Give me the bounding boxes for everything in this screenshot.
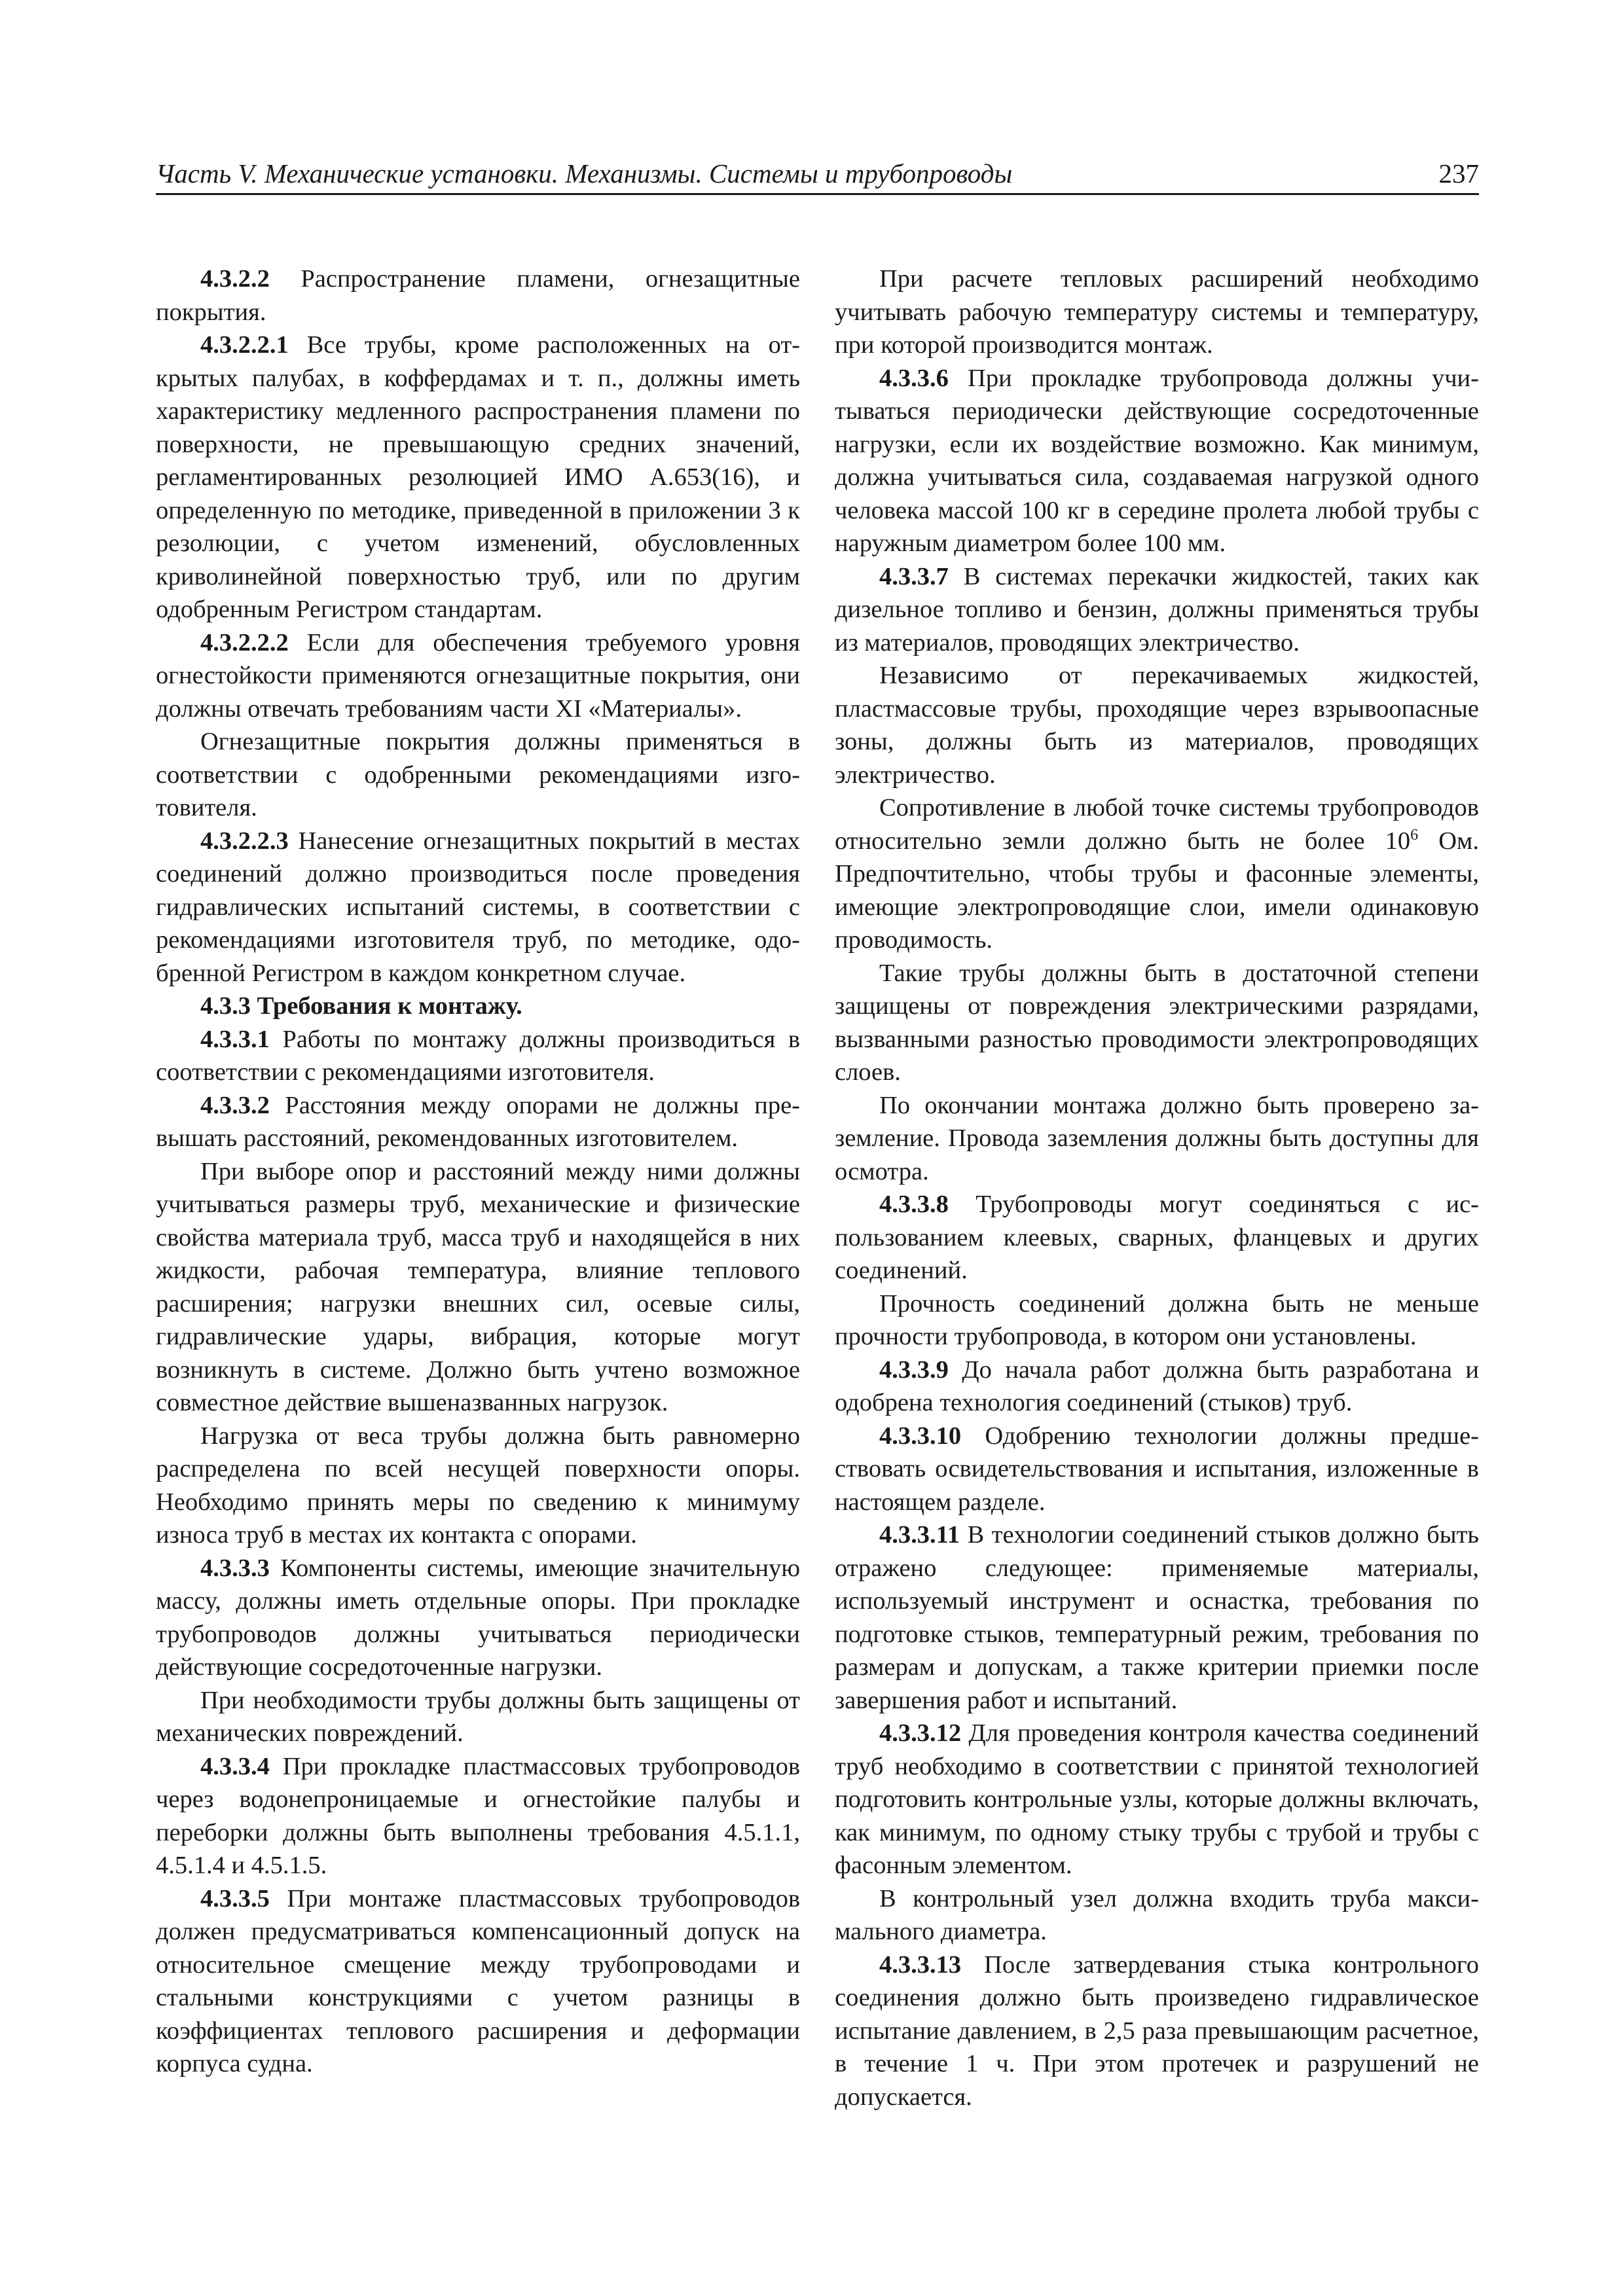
paragraph [835, 362, 1479, 560]
paragraph [156, 825, 800, 990]
paragraph-text: При монтаже пластмассовых трубопроводов должен предусматриваться компенсационный допуск на относительное смещение между трубопроводами и стальными конструкциями с учетом разницы в коэффициентах теплового расширения и деформации корпуса судна. [156, 1884, 800, 2077]
clause-number: 4.3.2.2.3 [200, 827, 289, 855]
paragraph-text: Огнезащитные покрытия должны применяться в соответствии с одобренными рекомендациями изготовителя. [156, 728, 800, 821]
paragraph [835, 791, 1479, 957]
paragraph-text: Расстояния между опорами не должны превышать расстояний, рекомендованных изготовителем. [156, 1091, 800, 1152]
paragraph [835, 560, 1479, 660]
superscript-exponent: 6 [1410, 826, 1419, 844]
running-header-title: Часть V. Механические установки. Механизмы. Системы и трубопроводы [156, 158, 1013, 188]
paragraph [156, 725, 800, 825]
paragraph-text: Все трубы, кроме расположенных на открытых палубах, в коффердамах и т. п., должны иметь характеристику медленного распространения пламени по поверхности, не превышающую средних значений, регламентированных резолюцией ИМО А.653(16), и определенную по методике, приведенной в приложении 3 к резолюции, с учетом изменений, обусловленных криволинейной поверхностью труб, или по другим одобренным Регистром стандартам. [156, 331, 800, 623]
clause-number: 4.3.3.9 [879, 1355, 949, 1384]
paragraph-text: В контрольный узел должна входить труба максимального диаметра. [835, 1884, 1479, 1945]
paragraph [835, 1420, 1479, 1519]
header-rule [156, 193, 1479, 195]
paragraph [156, 1882, 800, 2081]
paragraph [835, 1882, 1479, 1948]
right-column [835, 262, 1479, 2113]
paragraph [156, 1684, 800, 1750]
clause-number: 4.3.3.2 [200, 1091, 270, 1119]
paragraph-text: Одобрению технологии должны предшествовать освидетельствования и испытания, изложенные в настоящем разделе. [835, 1422, 1479, 1516]
paragraph [156, 329, 800, 626]
paragraph [835, 1717, 1479, 1882]
clause-number: 4.3.2.2.1 [200, 331, 289, 359]
clause-number: 4.3.3.11 [879, 1521, 960, 1549]
clause-number: 4.3.3.10 [879, 1422, 962, 1450]
clause-number: 4.3.3.12 [879, 1719, 962, 1747]
paragraph-text: При прокладке трубопровода должны учитываться периодически действующие сосредоточенные нагрузки, если их воздействие возможно. Как минимум, должна учитываться сила, создаваемая нагрузкой одного человека массой 100 кг в середине пролета любой трубы с наружным диаметром более 100 мм. [835, 364, 1479, 557]
paragraph [835, 659, 1479, 791]
page-number: 237 [1438, 158, 1479, 188]
paragraph [835, 1089, 1479, 1189]
paragraph-text: По окончании монтажа должно быть проверено заземление. Провода заземления должны быть доступны для осмотра. [835, 1091, 1479, 1185]
paragraph-text: Сопротивление в любой точке системы трубопроводов относительно земли должно быть не более [835, 794, 1479, 855]
paragraph-text: 10 [1364, 827, 1411, 855]
paragraph-text: Нагрузка от веса трубы должна быть равномерно распределена по всей несущей поверхности опоры. Необходимо принять меры по сведению к минимуму износа труб в местах их контакта с опорами. [156, 1422, 800, 1549]
paragraph-text: Для проведения контроля качества соединений труб необходимо в соответствии с принятой технологией подготовить контрольные узлы, которые должны включать, как минимум, по одному стыку трубы с трубой и трубы с фасонным элементом. [835, 1719, 1479, 1879]
paragraph [835, 1354, 1479, 1420]
paragraph-text: При выборе опор и расстояний между ними должны учитываться размеры труб, механические и физические свойства материала труб, масса труб и находящейся в них жидкости, рабочая температура, влияние теплового расширения; нагрузки внешних сил, осевые силы, гидравлические удары, вибрация, которые могут возникнуть в системе. Должно быть учтено возможное совместное действие вышеназванных нагрузок. [156, 1157, 800, 1416]
paragraph [156, 262, 800, 329]
paragraph [156, 1023, 800, 1089]
section-heading [156, 990, 800, 1023]
paragraph [156, 1420, 800, 1552]
clause-number: 4.3.3.7 [879, 562, 949, 590]
paragraph [156, 1089, 800, 1155]
clause-number: 4.3.3.3 [200, 1554, 270, 1582]
clause-number: 4.3.2.2 [200, 265, 270, 293]
paragraph [835, 262, 1479, 362]
clause-number: 4.3.2.2.2 [200, 628, 289, 656]
clause-number: 4.3.3.8 [879, 1191, 949, 1218]
paragraph [835, 1287, 1479, 1354]
paragraph-text: Ом. Предпочтительно, чтобы трубы и фасонные элементы, имеющие электропроводящие слои, имели одинаковую проводимость. [835, 827, 1479, 954]
paragraph-text: Такие трубы должны быть в достаточной степени защищены от повреждения электрическими разрядами, вызванными разностью проводимости электропроводящих слоев. [835, 959, 1479, 1086]
paragraph [156, 626, 800, 726]
paragraph [835, 1948, 1479, 2114]
paragraph-text: Работы по монтажу должны производиться в соответствии с рекомендациями изготовителя. [156, 1025, 800, 1086]
paragraph-text: Трубопроводы могут соединяться с использованием клеевых, сварных, фланцевых и других соединений. [835, 1191, 1479, 1284]
paragraph-text: До начала работ должна быть разработана и одобрена технология соединений (стыков) труб. [835, 1355, 1479, 1416]
paragraph-text: Независимо от перекачиваемых жидкостей, пластмассовые трубы, проходящие через взрывоопасные зоны, должны быть из материалов, проводящих электричество. [835, 662, 1479, 789]
running-header [156, 155, 1479, 192]
paragraph-text: После затвердевания стыка контрольного соединения должно быть произведено гидравлическое испытание давлением, в 2,5 раза превышающим расчетное, в течение 1 ч. При этом протечек и разрушений не допускается. [835, 1950, 1479, 2111]
paragraph-text: Компоненты системы, имеющие значительную массу, должны иметь отдельные опоры. При прокладке трубопроводов должны учитываться периодически действующие сосредоточенные нагрузки. [156, 1554, 800, 1681]
paragraph [156, 1155, 800, 1420]
paragraph-text: Распространение пламени, огнезащитные покрытия. [156, 265, 800, 326]
clause-number: 4.3.3.1 [200, 1025, 270, 1053]
paragraph-text: При прокладке пластмассовых трубопроводов через водонепроницаемые и огнестойкие палубы и переборки должны быть выполнены требования 4.5.1.1, 4.5.1.4 и 4.5.1.5. [156, 1752, 800, 1879]
paragraph [835, 1518, 1479, 1717]
paragraph-text: Нанесение огнезащитных покрытий в местах соединений должно производиться после проведения гидравлических испытаний системы, в соответствии с рекомендациями изготовителя труб, по методике, одобренной Регистром в каждом конкретном случае. [156, 827, 800, 987]
paragraph [835, 1188, 1479, 1287]
paragraph [156, 1750, 800, 1882]
paragraph [156, 1552, 800, 1684]
clause-number: 4.3.3.5 [200, 1884, 270, 1912]
paragraph-text: В системах перекачки жидкостей, таких как дизельное топливо и бензин, должны применяться трубы из материалов, проводящих электричество. [835, 562, 1479, 656]
clause-number: 4.3.3.4 [200, 1752, 270, 1780]
left-column [156, 262, 800, 2081]
clause-number: 4.3.3.13 [879, 1950, 962, 1979]
paragraph [835, 957, 1479, 1089]
paragraph-text: Прочность соединений должна быть не меньше прочности трубопровода, в котором они установлены. [835, 1289, 1479, 1350]
paragraph-text: В технологии соединений стыков должно быть отражено следующее: применяемые материалы, используемый инструмент и оснастка, требования по подготовке стыков, температурный режим, требования по размерам и допускам, а также критерии приемки после завершения работ и испытаний. [835, 1521, 1479, 1714]
section-heading-text: 4.3.3 Требования к монтажу. [200, 992, 522, 1020]
clause-number: 4.3.3.6 [879, 364, 949, 392]
paragraph-text: Если для обеспечения требуемого уровня огнестойкости применяются огнезащитные покрытия, они должны отвечать требованиям части XI «Материалы». [156, 628, 800, 723]
paragraph-text: При необходимости трубы должны быть защищены от механических повреждений. [156, 1686, 800, 1747]
paragraph-text: При расчете тепловых расширений необходимо учитывать рабочую температуру системы и температуру, при которой производится монтаж. [835, 265, 1479, 359]
